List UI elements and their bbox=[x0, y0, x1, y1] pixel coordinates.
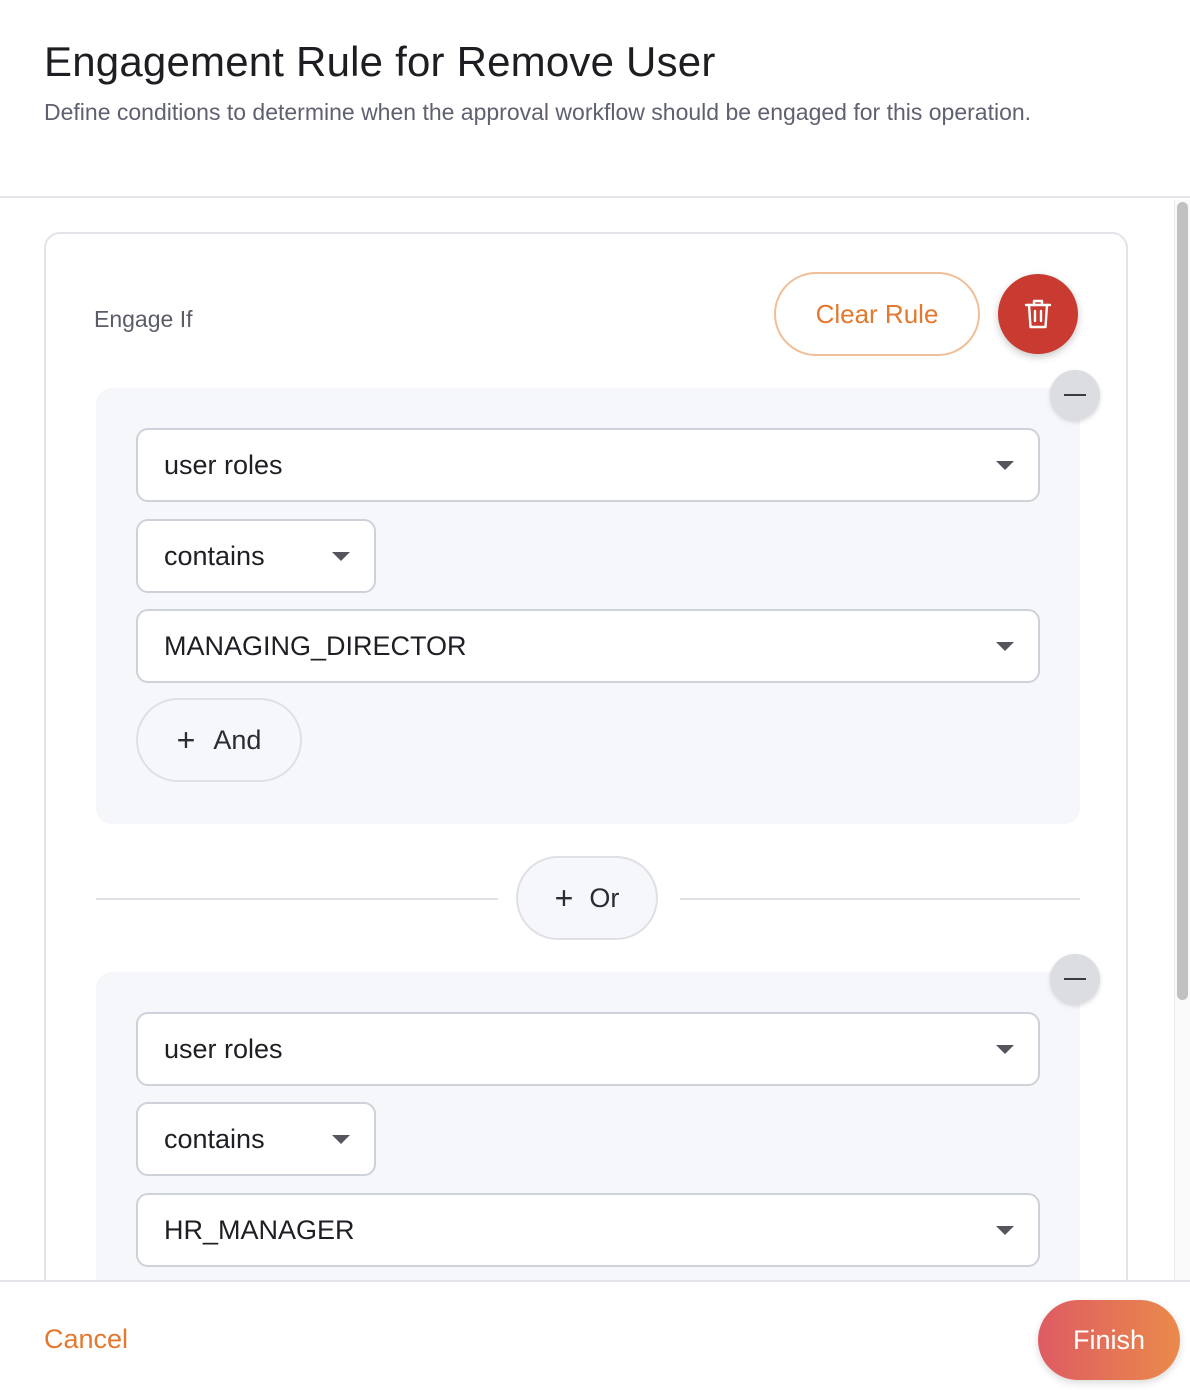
field-select-value: user roles bbox=[164, 1033, 283, 1064]
dialog-subtitle: Define conditions to determine when the approval workflow should be engaged for this operation. bbox=[44, 99, 1032, 125]
value-select[interactable] bbox=[136, 1193, 1040, 1267]
caret-down-icon bbox=[996, 1045, 1014, 1054]
delete-rule-button[interactable] bbox=[998, 274, 1078, 354]
value-select-value: MANAGING_DIRECTOR bbox=[164, 630, 467, 661]
operator-select[interactable] bbox=[136, 519, 376, 593]
dialog-footer bbox=[0, 1280, 1190, 1390]
rule-card bbox=[44, 232, 1128, 1280]
operator-select[interactable] bbox=[136, 1102, 376, 1176]
minus-icon bbox=[1064, 394, 1086, 396]
trash-icon bbox=[1022, 297, 1054, 331]
scrollbar-thumb[interactable] bbox=[1177, 202, 1188, 1000]
caret-down-icon bbox=[332, 1135, 350, 1144]
remove-group-button[interactable] bbox=[1050, 954, 1100, 1004]
operator-select-value: contains bbox=[164, 1123, 265, 1154]
divider-line bbox=[96, 898, 498, 900]
add-and-condition-button[interactable] bbox=[136, 698, 302, 782]
scrollbar[interactable] bbox=[1174, 200, 1190, 1280]
plus-icon: + bbox=[554, 880, 574, 916]
remove-group-button[interactable] bbox=[1050, 370, 1100, 420]
rule-scroll-area[interactable] bbox=[0, 200, 1190, 1280]
add-or-group-button[interactable] bbox=[516, 856, 658, 940]
caret-down-icon bbox=[996, 642, 1014, 651]
clear-rule-button[interactable]: Clear Rule bbox=[774, 272, 980, 356]
value-select-value: HR_MANAGER bbox=[164, 1214, 355, 1245]
and-button-label: And bbox=[213, 724, 262, 755]
caret-down-icon bbox=[332, 552, 350, 561]
operator-select-value: contains bbox=[164, 540, 265, 571]
cancel-button[interactable]: Cancel bbox=[44, 1324, 129, 1354]
dialog-header bbox=[0, 0, 1190, 198]
engage-if-label: Engage If bbox=[94, 306, 193, 332]
condition-group bbox=[96, 388, 1080, 824]
caret-down-icon bbox=[996, 461, 1014, 470]
or-button-label: Or bbox=[589, 882, 620, 913]
finish-button[interactable]: Finish bbox=[1038, 1300, 1180, 1380]
field-select[interactable] bbox=[136, 1012, 1040, 1086]
minus-icon bbox=[1064, 978, 1086, 980]
field-select[interactable] bbox=[136, 428, 1040, 502]
caret-down-icon bbox=[996, 1226, 1014, 1235]
plus-icon: + bbox=[176, 722, 196, 758]
field-select-value: user roles bbox=[164, 449, 283, 480]
value-select[interactable] bbox=[136, 609, 1040, 683]
divider-line bbox=[680, 898, 1080, 900]
dialog-title: Engagement Rule for Remove User bbox=[44, 38, 716, 85]
condition-group bbox=[96, 972, 1080, 1280]
